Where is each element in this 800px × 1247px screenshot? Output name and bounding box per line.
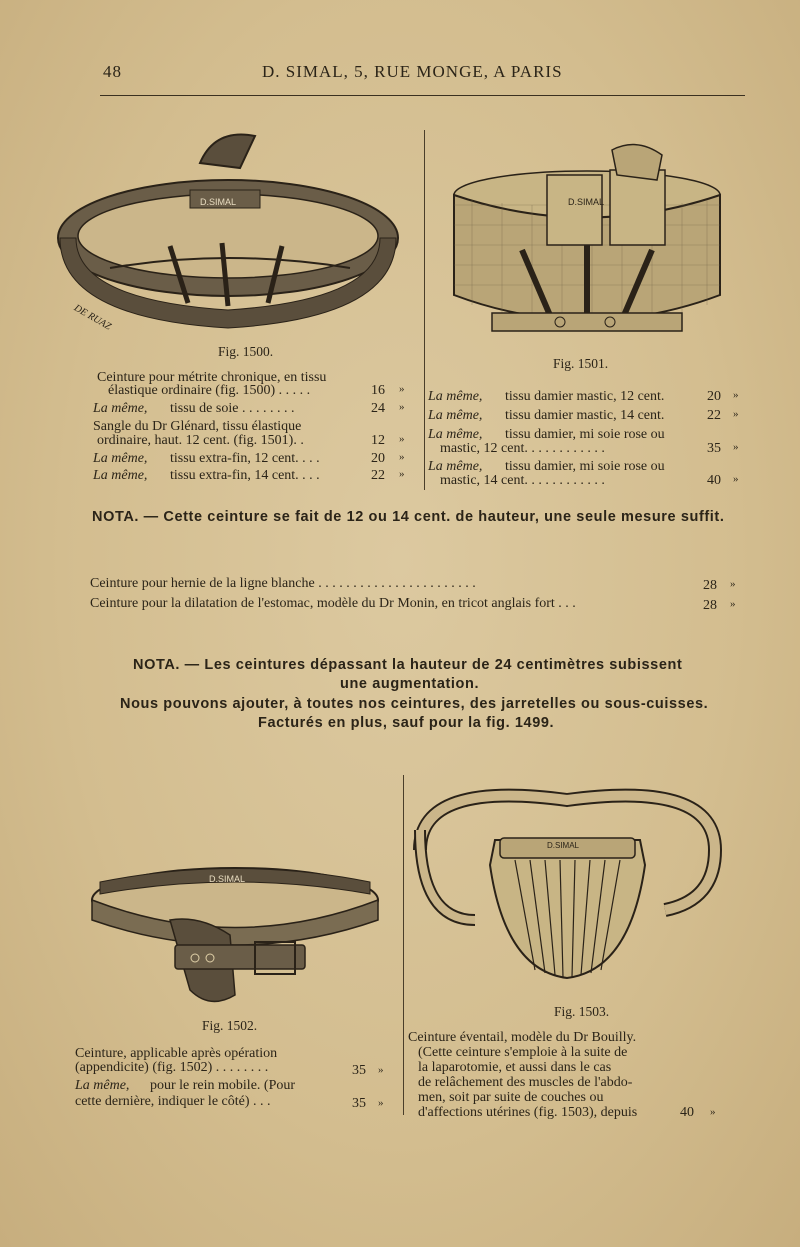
price-value: 24 bbox=[371, 401, 385, 416]
price-value: 35 bbox=[352, 1063, 366, 1078]
price-mark: » bbox=[730, 598, 736, 610]
list-item-italic: La même, bbox=[428, 459, 483, 474]
nota-height: NOTA. — Cette ceinture se fait de 12 ou 14 cent. de hauteur, une seule mesure suffit. bbox=[92, 509, 725, 525]
list-item-estomac: Ceinture pour la dilatation de l'estomac, modèle du Dr Monin, en tricot anglais fort . . . bbox=[90, 596, 576, 611]
list-item-hernie: Ceinture pour hernie de la ligne blanche . . . . . . . . . . . . . . . . . . . . . . . bbox=[90, 576, 476, 591]
brand-label-1502: D.SIMAL bbox=[209, 874, 246, 884]
price-value: 22 bbox=[707, 408, 721, 423]
price-mark: » bbox=[733, 408, 739, 420]
price-value: 12 bbox=[371, 433, 385, 448]
brand-label-1501: D.SIMAL bbox=[568, 197, 605, 207]
price-mark: » bbox=[733, 389, 739, 401]
description-line: (Cette ceinture s'emploie à la suite de bbox=[418, 1045, 628, 1060]
header-rule bbox=[100, 95, 745, 96]
belt-illustration-1501 bbox=[452, 145, 727, 345]
list-item-line: Ceinture, applicable après opération bbox=[75, 1046, 278, 1061]
price-mark: » bbox=[399, 468, 405, 480]
nota-surcharge-line2: une augmentation. bbox=[340, 676, 480, 692]
brand-label-1503: D.SIMAL bbox=[547, 841, 580, 850]
price-value: 28 bbox=[703, 598, 717, 613]
list-item-line: tissu extra-fin, 14 cent. . . . bbox=[170, 468, 320, 483]
price-mark: » bbox=[710, 1106, 716, 1118]
list-item-line: tissu damier mastic, 14 cent. bbox=[505, 408, 665, 423]
description-line: Ceinture éventail, modèle du Dr Bouilly. bbox=[408, 1030, 637, 1045]
list-item-italic: La même, bbox=[93, 468, 148, 483]
belt-illustration-1500 bbox=[50, 128, 410, 338]
page-header-title: D. SIMAL, 5, RUE MONGE, A PARIS bbox=[262, 62, 563, 81]
list-item-line: tissu damier mastic, 12 cent. bbox=[505, 389, 665, 404]
list-item-line: tissu de soie . . . . . . . . bbox=[170, 401, 295, 416]
price-mark: » bbox=[378, 1064, 384, 1076]
fig-1503-caption: Fig. 1503. bbox=[554, 1004, 610, 1019]
price-mark: » bbox=[399, 451, 405, 463]
list-item-line: tissu damier, mi soie rose ou bbox=[505, 459, 665, 474]
fig-1502-caption: Fig. 1502. bbox=[202, 1018, 258, 1033]
price-value: 20 bbox=[371, 451, 385, 466]
price-mark: » bbox=[399, 401, 405, 413]
list-item-line: tissu damier, mi soie rose ou bbox=[505, 427, 665, 442]
price-value: 28 bbox=[703, 578, 717, 593]
price-mark: » bbox=[399, 433, 405, 445]
description-line: de relâchement des muscles de l'abdo- bbox=[418, 1075, 633, 1090]
price-value: 40 bbox=[680, 1105, 694, 1120]
price-value: 35 bbox=[707, 441, 721, 456]
brand-label-1500: D.SIMAL bbox=[200, 197, 237, 207]
list-item-italic: La même, bbox=[428, 408, 483, 423]
list-item-italic: La même, bbox=[428, 389, 483, 404]
list-item-italic: La même, bbox=[75, 1078, 130, 1093]
description-line: men, soit par suite de couches ou bbox=[418, 1090, 604, 1105]
price-mark: » bbox=[378, 1097, 384, 1109]
description-line: la laparotomie, et aussi dans le cas bbox=[418, 1060, 612, 1075]
price-value: 40 bbox=[707, 473, 721, 488]
list-item-line: ordinaire, haut. 12 cent. (fig. 1501). . bbox=[97, 433, 304, 448]
column-divider-bottom bbox=[403, 775, 404, 1115]
price-mark: » bbox=[730, 578, 736, 590]
list-item-italic: La même, bbox=[428, 427, 483, 442]
fig-1500-caption: Fig. 1500. bbox=[218, 344, 274, 359]
fig-1501-caption: Fig. 1501. bbox=[553, 356, 609, 371]
engraver-signature: DE RUAZ bbox=[71, 302, 113, 333]
price-mark: » bbox=[399, 383, 405, 395]
column-divider-top bbox=[424, 130, 425, 490]
list-item-line: Sangle du Dr Glénard, tissu élastique bbox=[93, 419, 302, 434]
list-item-italic: La même, bbox=[93, 401, 148, 416]
list-item-line: Ceinture pour métrite chronique, en tissu bbox=[97, 370, 327, 385]
price-value: 20 bbox=[707, 389, 721, 404]
list-item-line: cette dernière, indiquer le côté) . . . bbox=[75, 1094, 271, 1109]
price-value: 35 bbox=[352, 1096, 366, 1111]
page-number: 48 bbox=[103, 62, 122, 81]
price-value: 22 bbox=[371, 468, 385, 483]
belt-illustration-1503 bbox=[415, 780, 720, 990]
price-mark: » bbox=[733, 473, 739, 485]
price-mark: » bbox=[733, 441, 739, 453]
list-item-line: mastic, 12 cent. . . . . . . . . . . . bbox=[440, 441, 605, 456]
nota-surcharge-line3: Nous pouvons ajouter, à toutes nos ceintures, des jarretelles ou sous-cuisses. bbox=[120, 696, 709, 712]
list-item-line: pour le rein mobile. (Pour bbox=[150, 1078, 296, 1093]
nota-surcharge-line4: Facturés en plus, sauf pour la fig. 1499. bbox=[258, 715, 555, 731]
list-item-line: tissu extra-fin, 12 cent. . . . bbox=[170, 451, 320, 466]
list-item-line: élastique ordinaire (fig. 1500) . . . . . bbox=[108, 383, 311, 398]
list-item-line: mastic, 14 cent. . . . . . . . . . . . bbox=[440, 473, 605, 488]
list-item-line: (appendicite) (fig. 1502) . . . . . . . . bbox=[75, 1060, 269, 1075]
price-value: 16 bbox=[371, 383, 385, 398]
description-line: d'affections utérines (fig. 1503), depuis bbox=[418, 1105, 638, 1120]
list-item-italic: La même, bbox=[93, 451, 148, 466]
nota-surcharge-line1: NOTA. — Les ceintures dépassant la hauteur de 24 centimètres subissent bbox=[133, 657, 683, 673]
